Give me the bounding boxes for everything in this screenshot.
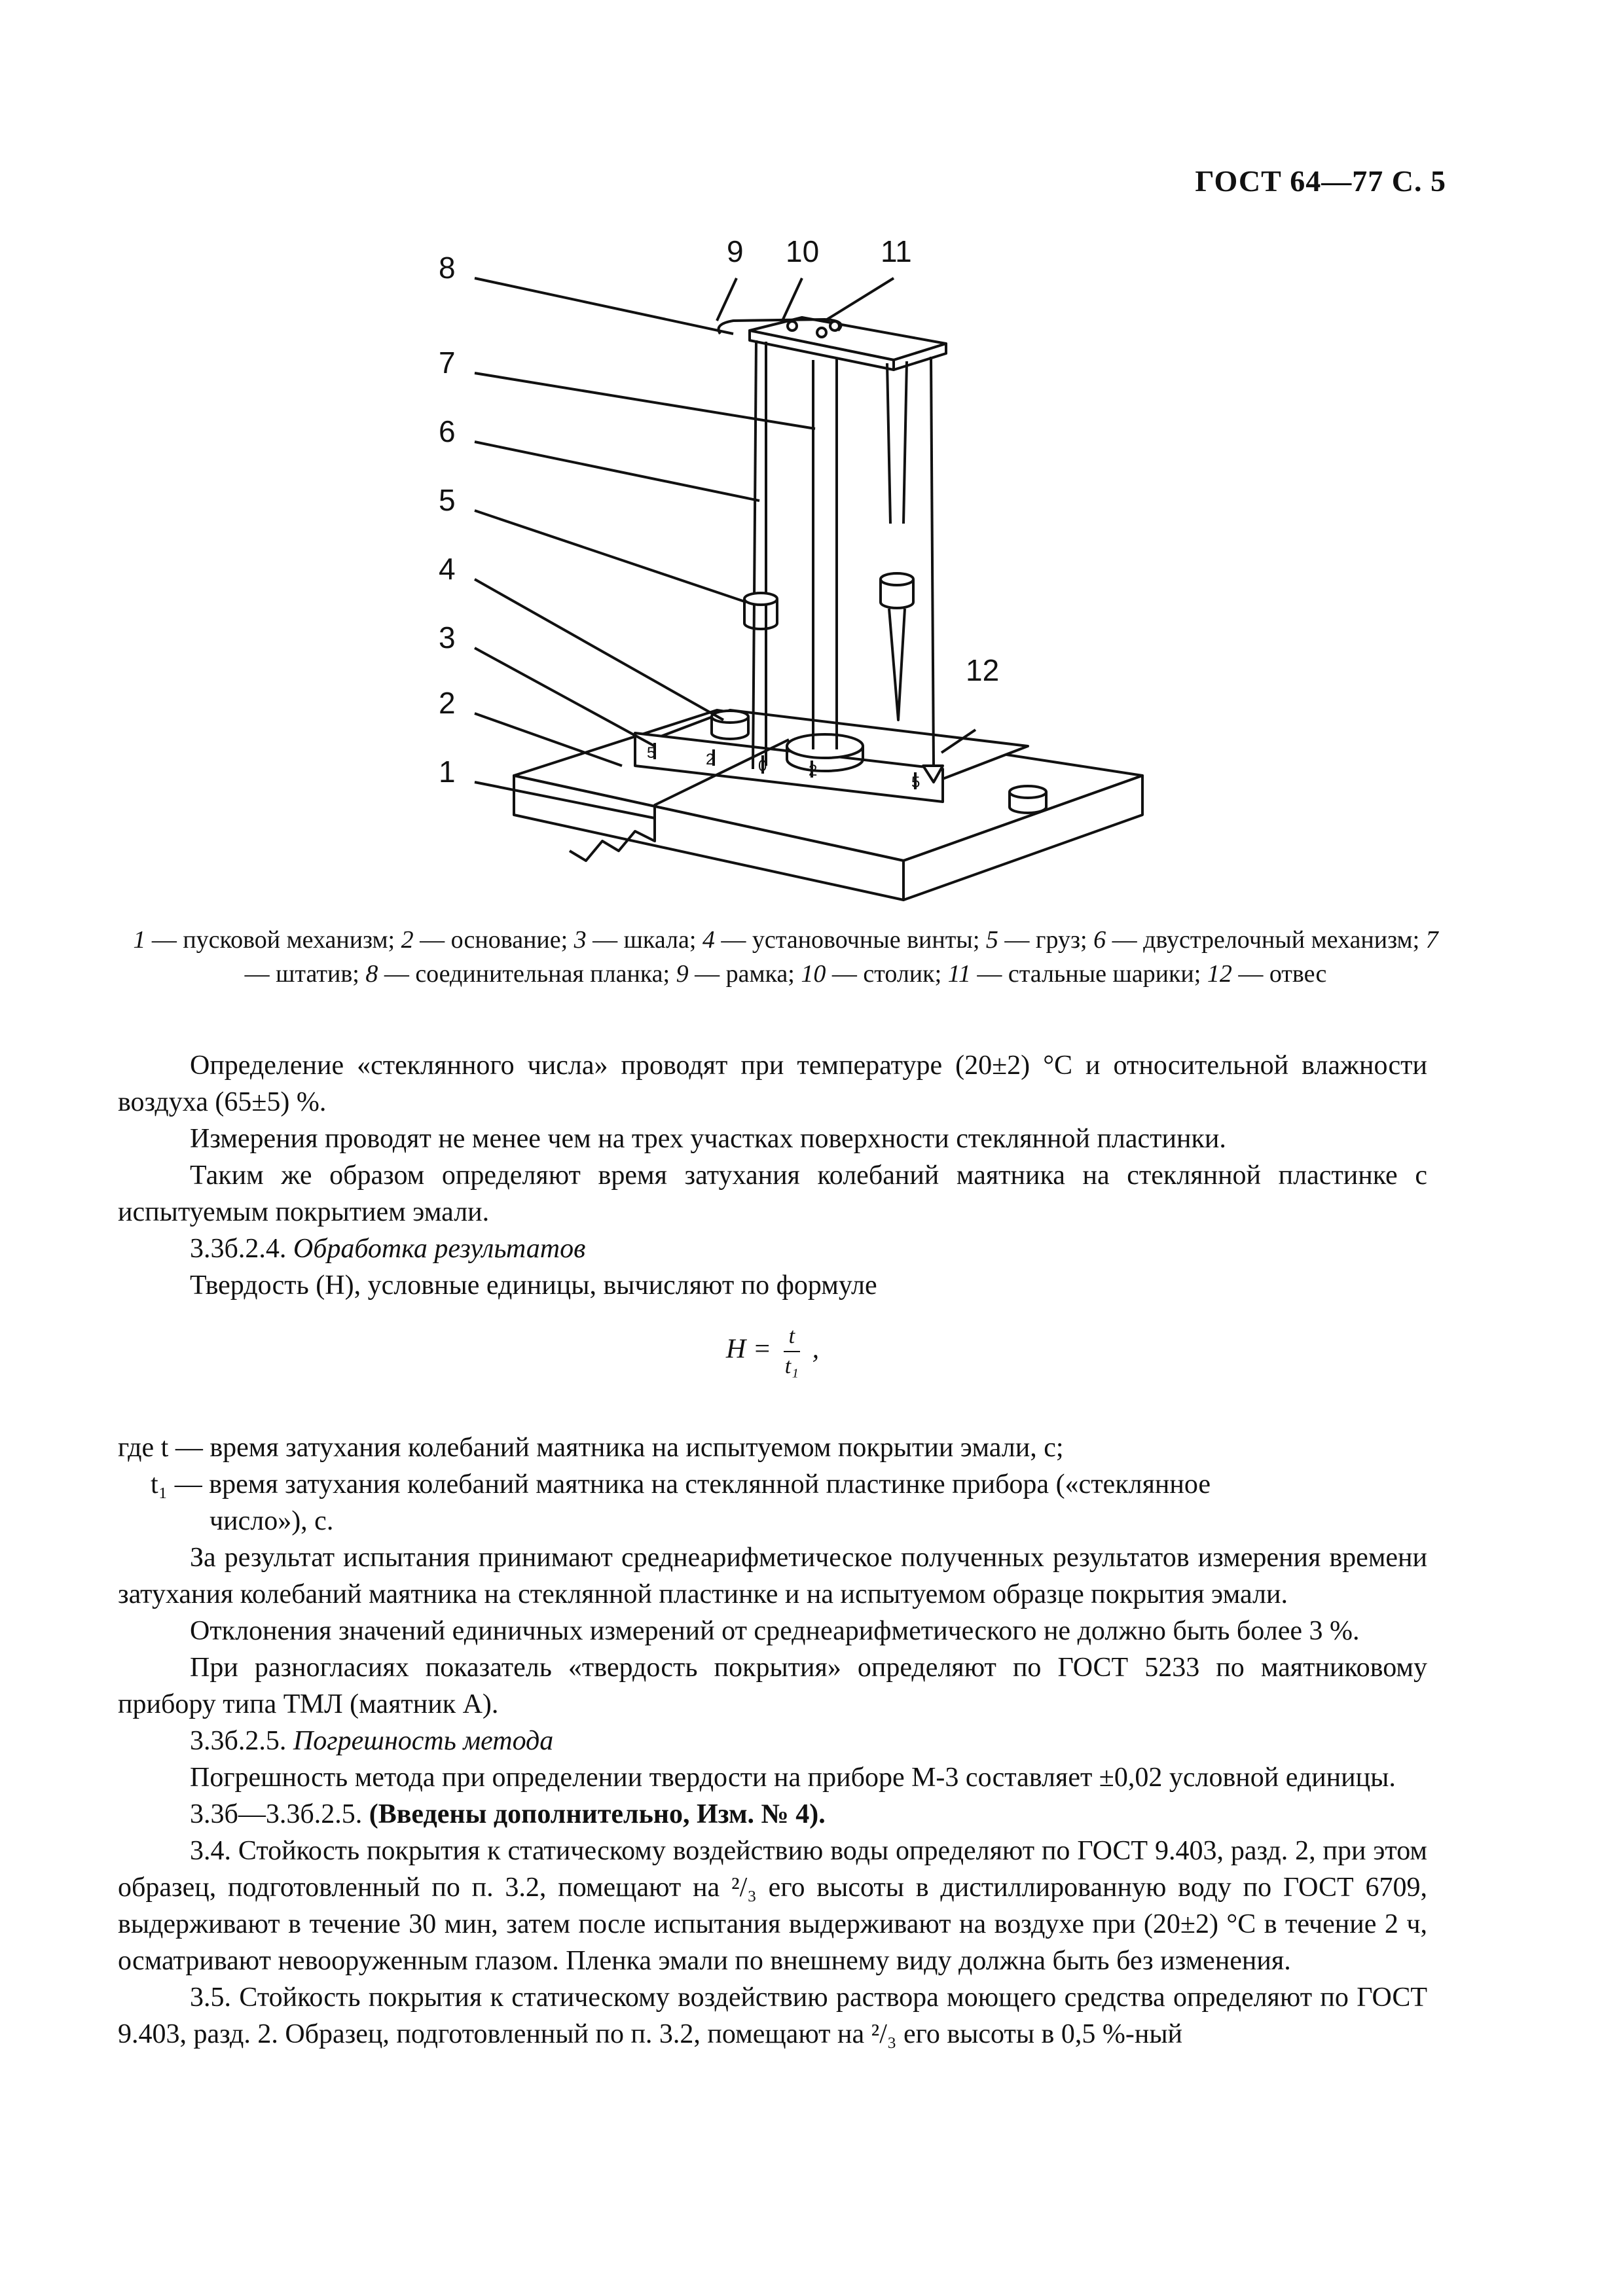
page-header: ГОСТ 64—77 С. 5 <box>1195 164 1446 198</box>
label-5: 5 <box>439 483 456 517</box>
section-heading: 3.3б.2.4. Обработка результатов <box>190 1234 586 1264</box>
label-9: 9 <box>727 234 744 268</box>
pendulum-device-figure <box>367 223 1218 916</box>
caption-num: 1 <box>133 926 146 954</box>
label-2: 2 <box>439 686 456 720</box>
scale-tick-label: 0 <box>758 757 767 775</box>
paragraph: Погрешность метода при определении твердости на приборе М-3 составляет ±0,02 условной единицы. <box>190 1763 1396 1793</box>
device-drawing <box>367 223 1218 916</box>
amendment-note: 3.3б—3.3б.2.5. (Введены дополнительно, Изм. № 4). <box>190 1799 826 1829</box>
figure-caption: 1 — пусковой механизм; 2 — основание; 3 — шкала; 4 — установочные винты; 5 — груз; 6 — двустрелочный механизм; 7 — штатив; 8 — соединительная планка; 9 — рамка; 10 — столик; 11 — стальные шарики; 12 — отвес <box>133 926 1438 988</box>
paragraph: При разногласиях показатель «твердость покрытия» определяют по ГОСТ 5233 по маятниковому прибору типа ТМЛ (маятник А). <box>118 1653 1427 1719</box>
label-12: 12 <box>966 653 1000 687</box>
definition-t1-cont: число»), с. <box>210 1506 334 1536</box>
scale-tick-label: 5 <box>647 744 656 762</box>
definition-t: где t — время затухания колебаний маятника на испытуемом покрытии эмали, с; <box>118 1433 1064 1463</box>
section-heading: 3.3б.2.5. Погрешность метода <box>190 1726 554 1756</box>
paragraph: 3.4. Стойкость покрытия к статическому воздействию воды определяют по ГОСТ 9.403, разд. 2, при этом образец, подготовленный по п. 3.2, помещают на ²/₃ его высоты в дистиллированную воду по ГОСТ 6709, выдерживают в течение 30 мин, затем после испытания выдерживают на воздухе при (20±2) °С в течение 2 ч, осматривают невооруженным глазом. Пленка эмали по внешнему виду должна быть без изменения. <box>118 1836 1427 1976</box>
label-6: 6 <box>439 414 456 448</box>
label-8: 8 <box>439 251 456 285</box>
definition-t1: t₁ — время затухания колебаний маятника на стеклянной пластинке прибора («стеклянное <box>151 1469 1211 1499</box>
paragraph: Отклонения значений единичных измерений от среднеарифметического не должно быть более 3 %. <box>190 1616 1360 1646</box>
pillar-base <box>787 734 863 758</box>
scale-tick-label: 5 <box>911 774 921 791</box>
body-text <box>118 1047 1427 2053</box>
label-4: 4 <box>439 552 456 586</box>
paragraph: 3.5. Стойкость покрытия к статическому воздействию раствора моющего средства определяют по ГОСТ 9.403, разд. 2. Образец, подготовленный по п. 3.2, помещают на ²/₃ его высоты в 0,5 %-ный <box>118 1982 1427 2049</box>
scale-tick-label: 2 <box>706 751 715 768</box>
paragraph: Твердость (Н), условные единицы, вычисляют по формуле <box>190 1270 877 1300</box>
paragraph: За результат испытания принимают среднеарифметическое полученных результатов измерения времени затухания колебаний маятника на стеклянной пластинке и на испытуемом образце покрытия эмали. <box>118 1543 1427 1609</box>
label-11: 11 <box>881 234 912 268</box>
label-3: 3 <box>439 620 456 655</box>
paragraph: Определение «стеклянного числа» проводят при температуре (20±2) °С и относительной влажности воздуха (65±5) %. <box>118 1050 1427 1117</box>
label-10: 10 <box>786 234 820 268</box>
formula: H = $\frac{t}{\text{t₁}}$ , <box>118 1322 1427 1407</box>
paragraph: Таким же образом определяют время затухания колебаний маятника на стеклянной пластинке с испытуемым покрытием эмали. <box>118 1160 1427 1227</box>
label-1: 1 <box>439 755 456 789</box>
scale-tick-label: 2 <box>809 762 818 780</box>
paragraph: Измерения проводят не менее чем на трех участках поверхности стеклянной пластинки. <box>190 1124 1226 1154</box>
formula-definitions <box>118 1429 1427 1539</box>
label-7: 7 <box>439 346 456 380</box>
